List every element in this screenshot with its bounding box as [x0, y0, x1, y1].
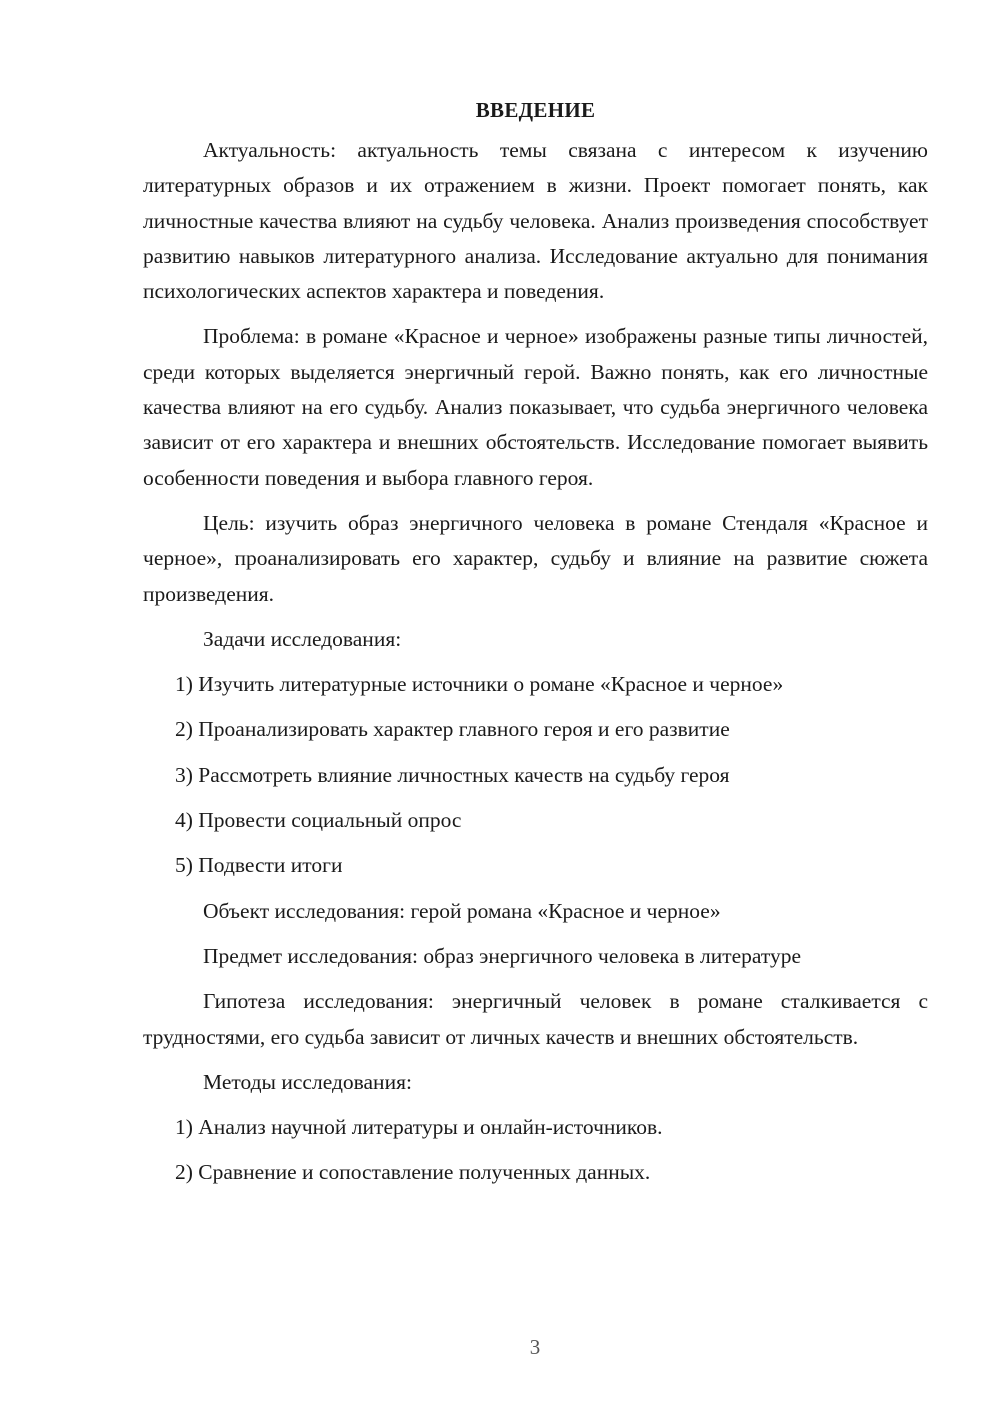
subject-line: Предмет исследования: образ энергичного человека в литературе — [203, 943, 802, 968]
list-item: 2) Проанализировать характер главного героя и его развитие — [175, 717, 730, 742]
list-item: 2) Сравнение и сопоставление полученных данных. — [175, 1160, 651, 1185]
list-item: 1) Изучить литературные источники о романе «Красное и черное» — [175, 672, 784, 697]
list-item: 5) Подвести итоги — [175, 853, 343, 878]
methods-heading: Методы исследования: — [203, 1069, 412, 1094]
page-title: ВВЕДЕНИЕ — [475, 98, 596, 122]
methods-list — [143, 1110, 928, 1191]
list-item: 3) Рассмотреть влияние личностных качеств на судьбу героя — [175, 762, 730, 787]
tasks-heading: Задачи исследования: — [203, 626, 402, 651]
document-page — [143, 95, 928, 1201]
tasks-list — [143, 667, 928, 883]
hypothesis-paragraph: Гипотеза исследования: энергичный человек в романе сталкивается с трудностями, его судьба зависит от личных качеств и внешних обстоятельств. — [143, 989, 928, 1049]
actuality-paragraph: Актуальность: актуальность темы связана с интересом к изучению литературных образов и их отражением в жизни. Проект помогает понять, как личностные качества влияют на судьбу человека. Анализ произведения способствует развитию навыков литературного анализа. Исследование актуально для понимания психологических аспектов характера и поведения. — [143, 138, 928, 304]
list-item: 1) Анализ научной литературы и онлайн-источников. — [175, 1115, 663, 1140]
problem-paragraph: Проблема: в романе «Красное и черное» изображены разные типы личностей, среди которых выделяется энергичный герой. Важно понять, как его личностные качества влияют на его судьбу. Анализ показывает, что судьба энергичного человека зависит от его характера и внешних обстоятельств. Исследование помогает выявить особенности поведения и выбора главного героя. — [143, 324, 928, 490]
object-line: Объект исследования: герой романа «Красное и черное» — [203, 898, 721, 923]
list-item: 4) Провести социальный опрос — [175, 808, 462, 833]
page-number: 3 — [529, 1335, 541, 1359]
goal-paragraph: Цель: изучить образ энергичного человека в романе Стендаля «Красное и черное», проанализировать его характер, судьбу и влияние на развитие сюжета произведения. — [143, 510, 928, 606]
